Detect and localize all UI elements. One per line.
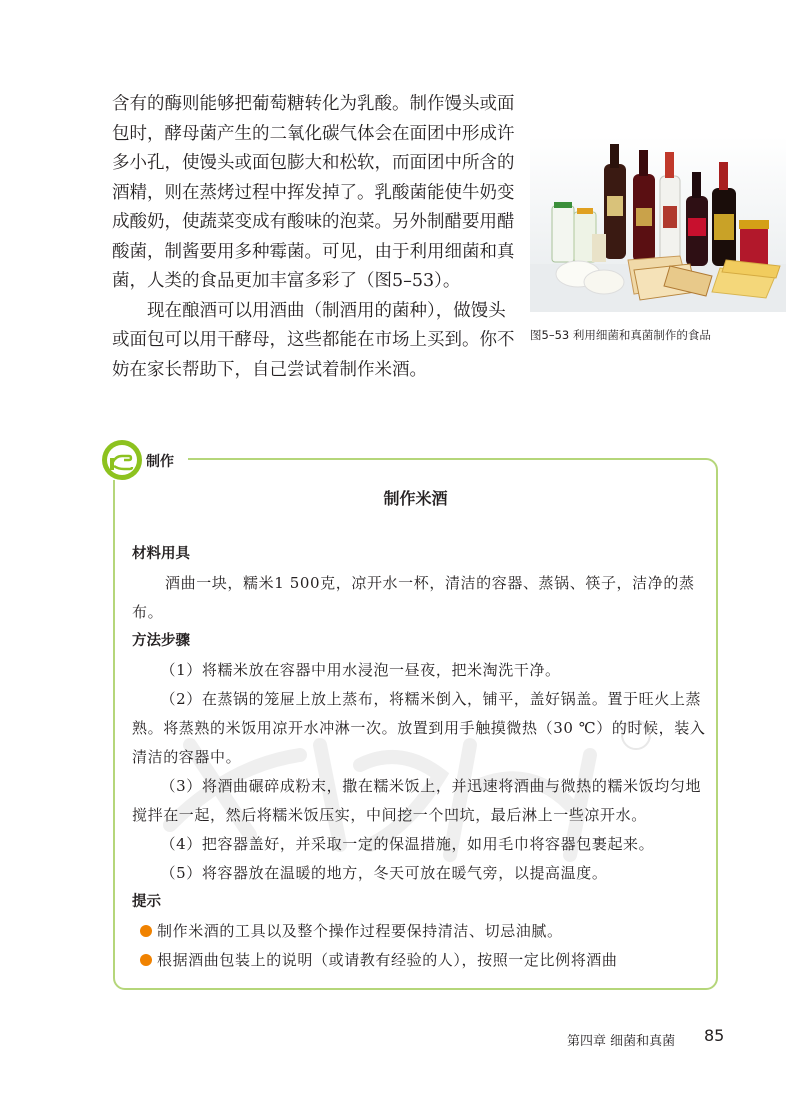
bullet-dot-icon <box>140 954 152 966</box>
tip-text: 根据酒曲包装上的说明（或请教有经验的人），按照一定比例将酒曲 <box>157 951 618 969</box>
tip-item <box>132 946 707 975</box>
materials-heading: 材料用具 <box>132 546 190 562</box>
page-number: 85 <box>704 1026 725 1045</box>
fermented-foods-photo <box>530 136 786 312</box>
step-item: （1）将糯米放在容器中用水浸泡一昼夜，把米淘洗干净。 <box>160 661 561 679</box>
step-item: （4）把容器盖好，并采取一定的保温措施，如用毛巾将容器包裹起来。 <box>160 835 655 853</box>
hands-icon <box>100 438 144 482</box>
tip-item <box>132 917 707 946</box>
tip-text: 制作米酒的工具以及整个操作过程要保持清洁、切忌油腻。 <box>157 922 563 940</box>
step-item: （3）将酒曲碾碎成粉末，撒在糯米饭上，并迅速将酒曲与微热的糯米饭均匀地搅拌在一起，然后将糯米饭压实，中间挖一个凹坑，最后淋上一些凉开水。 <box>132 777 702 824</box>
tips-heading: 提示 <box>132 894 161 910</box>
intro-paragraph: 现在酿酒可以用酒曲（制酒用的菌种），做馒头或面包可以用干酵母，这些都能在市场上买到。你不妨在家长帮助下，自己尝试着制作米酒。 <box>112 300 515 380</box>
intro-text <box>112 90 520 385</box>
step-item: （2）在蒸锅的笼屉上放上蒸布，将糯米倒入，铺平，盖好锅盖。置于旺火上蒸熟。将蒸熟的米饭用凉开水冲淋一次。放置到用手触摸微热（30 ℃）的时候，装入清洁的容器中。 <box>132 690 706 766</box>
section-badge-label: 制作 <box>146 454 174 470</box>
materials-text: 酒曲一块，糯米1 500克，凉开水一杯，清洁的容器、蒸锅、筷子，洁净的蒸布。 <box>132 574 695 621</box>
step-item: （5）将容器放在温暖的地方，冬天可放在暖气旁，以提高温度。 <box>160 864 608 882</box>
steps-heading: 方法步骤 <box>132 633 190 649</box>
activity-title: 制作米酒 <box>383 489 448 508</box>
activity-content <box>132 540 707 975</box>
figure-caption: 图5–53 利用细菌和真菌制作的食品 <box>530 328 711 342</box>
chapter-footer: 第四章 细菌和真菌 <box>567 1034 676 1049</box>
intro-paragraph: 含有的酶则能够把葡萄糖转化为乳酸。制作馒头或面包时，酵母菌产生的二氧化碳气体会在面团中形成许多小孔，使馒头或面包膨大和松软，而面团中所含的酒精，则在蒸烤过程中挥发掉了。乳酸菌能使牛奶变成酸奶，使蔬菜变成有酸味的泡菜。另外制醋要用醋酸菌，制酱要用多种霉菌。可见，由于利用细菌和真菌，人类的食品更加丰富多彩了（图5–53）。 <box>112 94 515 291</box>
bullet-dot-icon <box>140 925 152 937</box>
